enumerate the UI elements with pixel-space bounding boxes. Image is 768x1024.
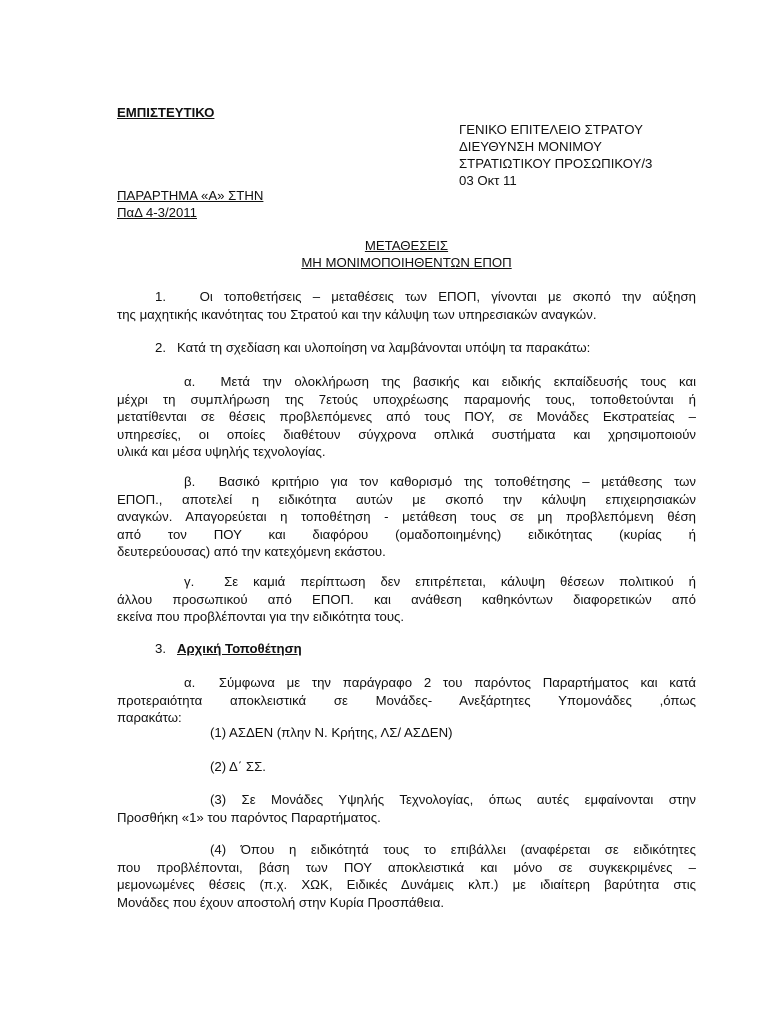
paragraph-text: αναγκών. Απαγορεύεται η τοποθέτηση - μετάθεση τους σε μη προβλεπόμενη θέση	[117, 509, 696, 525]
paragraph-2	[117, 339, 696, 357]
document-date: 03 Οκτ 11	[459, 173, 517, 188]
paragraph-text: (3) Σε Μονάδες Υψηλής Τεχνολογίας, όπως αυτές εμφαίνονται στην	[210, 792, 696, 807]
paragraph-text: (4) Όπου η ειδικότητά τους το επιβάλλει (αναφέρεται σε ειδικότητες	[210, 842, 696, 857]
paragraph-text: μέχρι τη συμπλήρωση της 7ετούς υποχρέωσης παραμονής τους, τοποθετούνται ή	[117, 391, 696, 407]
paragraph-text: Βασικό κριτήριο για τον καθορισμό της τοποθέτησης – μετάθεσης των	[218, 474, 696, 489]
subparagraph-3a3	[117, 791, 696, 826]
paragraph-text: προτεραιότητα αποκλειστικά σε Μονάδες- Ανεξάρτητες Υπομονάδες ,όπως	[117, 692, 696, 708]
subparagraph-3a4	[117, 841, 696, 911]
classification-label: ΕΜΠΙΣΤΕΥΤΙΚΟ	[117, 105, 215, 120]
paragraph-number: γ.	[184, 574, 195, 589]
paragraph-text: δευτερεύουσας) από την κατεχόμενη εκάστου.	[117, 544, 386, 560]
annex-line: ΠαΔ 4-3/2011	[117, 205, 197, 220]
paragraph-text: υπηρεσίες, οι οποίες διαθέτουν σύγχρονα οπλικά συστήματα και χρησιμοποιούν	[117, 426, 696, 442]
paragraph-text: εκείνα που προβλέπονται για την ειδικότητα τους.	[117, 609, 405, 625]
sender-line: ΓΕΝΙΚΟ ΕΠΙΤΕΛΕΙΟ ΣΤΡΑΤΟΥ	[459, 122, 643, 137]
paragraph-text: Σε καμιά περίπτωση δεν επιτρέπεται, κάλυψη θέσεων πολιτικού ή	[224, 574, 696, 589]
paragraph-2c	[117, 573, 696, 626]
paragraph-text: Προσθήκη «1» του παρόντος Παραρτήματος.	[117, 809, 381, 825]
paragraph-text: παρακάτω:	[117, 710, 182, 726]
paragraph-number: β.	[184, 474, 196, 489]
paragraph-text: (1) ΑΣΔΕΝ (πλην Ν. Κρήτης, ΛΣ/ ΑΣΔΕΝ)	[210, 725, 453, 740]
paragraph-text: Οι τοποθετήσεις – μεταθέσεις των ΕΠΟΠ, γίνονται με σκοπό την αύξηση	[199, 289, 696, 304]
subparagraph-3a1	[117, 724, 696, 742]
paragraph-number: α.	[184, 374, 196, 389]
sender-line: ΣΤΡΑΤΙΩΤΙΚΟΥ ΠΡΟΣΩΠΙΚΟΥ/3	[459, 156, 653, 171]
paragraph-text: από τον ΠΟΥ και διαφόρου (ομαδοποιημένης) ειδικότητας (κυρίας ή	[117, 526, 696, 542]
paragraph-text: Σύμφωνα με την παράγραφο 2 του παρόντος Παραρτήματος και κατά	[218, 675, 696, 690]
paragraph-3a	[117, 674, 696, 727]
paragraph-text: (2) Δ΄ ΣΣ.	[210, 759, 266, 774]
paragraph-text: που προβλέπονται, βάση των ΠΟΥ αποκλειστικά και μόνο σε συγκεκριμένες –	[117, 859, 696, 875]
paragraph-text: Μετά την ολοκλήρωση της βασικής και ειδικής εκπαίδευσής τους και	[220, 374, 696, 389]
paragraph-2a	[117, 373, 696, 461]
document-subtitle: ΜΗ ΜΟΝΙΜΟΠΟΙΗΘΕΝΤΩΝ ΕΠΟΠ	[301, 255, 512, 270]
annex-line: ΠΑΡΑΡΤΗΜΑ «Α» ΣΤΗΝ	[117, 188, 264, 203]
paragraph-text: ΕΠΟΠ., αποτελεί η ειδικότητα αυτών με σκοπό την κάλυψη επιχειρησιακών	[117, 491, 696, 507]
subparagraph-3a2	[117, 758, 696, 776]
paragraph-text: μετατίθενται σε θέσεις προβλεπόμενες από τους ΠΟΥ, σε Μονάδες Εκστρατείας –	[117, 409, 696, 425]
paragraph-number: 3.	[155, 641, 166, 656]
paragraph-3	[117, 640, 696, 658]
paragraph-text: Κατά τη σχεδίαση και υλοποίηση να λαμβάνονται υπόψη τα παρακάτω:	[177, 340, 591, 355]
paragraph-2b	[117, 473, 696, 561]
paragraph-text: της μαχητικής ικανότητας του Στρατού και την κάλυψη των υπηρεσιακών αναγκών.	[117, 306, 597, 322]
paragraph-text: Μονάδες που έχουν αποστολή στην Κυρία Προσπάθεια.	[117, 894, 444, 910]
section-heading: Αρχική Τοποθέτηση	[177, 641, 302, 656]
paragraph-number: 2.	[155, 340, 166, 355]
paragraph-1	[117, 288, 696, 323]
sender-line: ΔΙΕΥΘΥΝΣΗ ΜΟΝΙΜΟΥ	[459, 139, 602, 154]
paragraph-number: 1.	[155, 289, 166, 304]
paragraph-text: μεμονωμένες θέσεις (π.χ. ΧΩΚ, Ειδικές Δυνάμεις κλπ.) με ιδιαίτερη βαρύτητα στις	[117, 877, 696, 893]
paragraph-text: άλλου προσωπικού από ΕΠΟΠ. και ανάθεση καθηκόντων διαφορετικών από	[117, 591, 696, 607]
paragraph-text: υλικά και μέσα υψηλής τεχνολογίας.	[117, 444, 326, 460]
paragraph-number: α.	[184, 675, 196, 690]
document-title: ΜΕΤΑΘΕΣΕΙΣ	[364, 238, 449, 253]
